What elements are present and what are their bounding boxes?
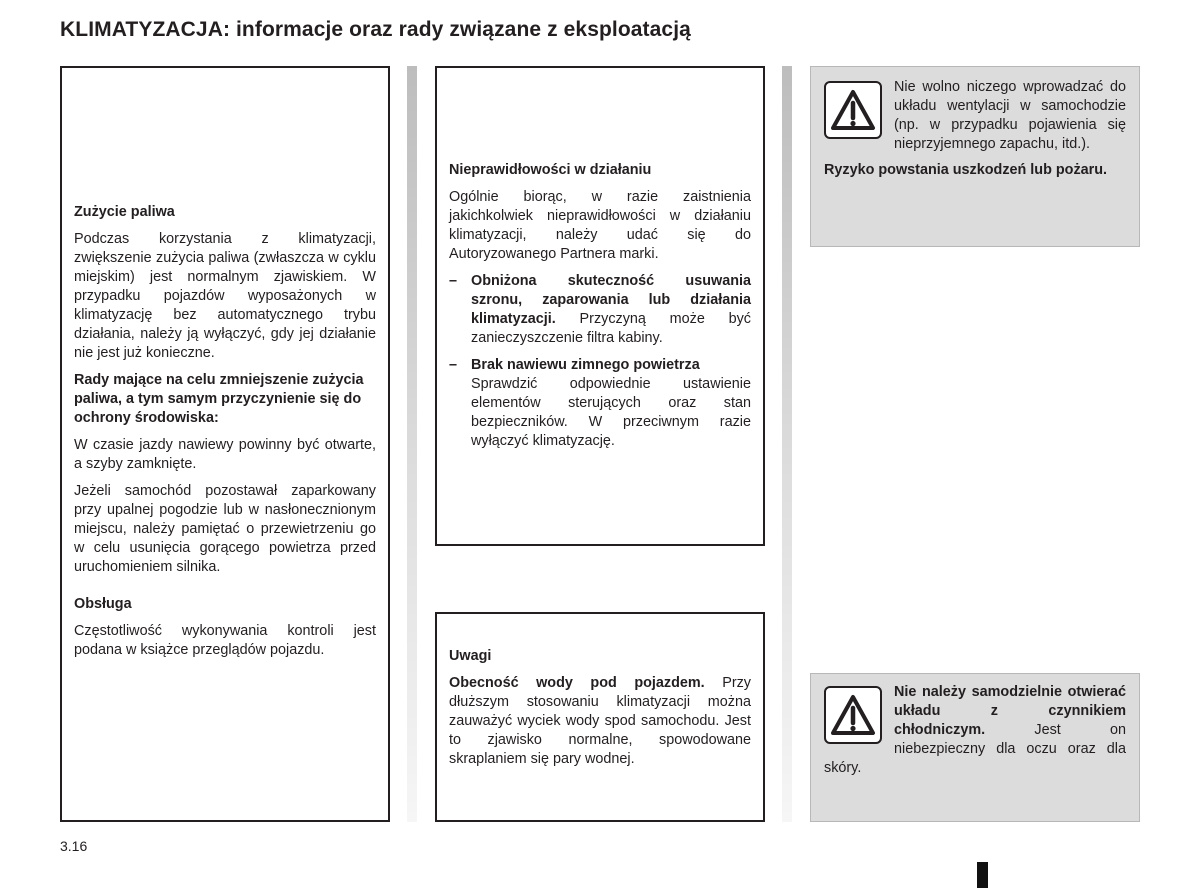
faults-intro: Ogólnie biorąc, w razie zaistnienia jakichkolwiek nieprawidłowości w działaniu klimatyzacji, należy udać się do Autoryzowanego Partnera marki. (449, 189, 751, 262)
warning-ventilation-text: Nie wolno niczego wprowadzać do układu wentylacji w samochodzie (np. w przypadku pojawienia się nieprzyjemnego zapachu, itd.). (894, 79, 1126, 152)
fuel-text: Podczas korzystania z klimatyzacji, zwiększenie zużycia paliwa (zwłaszcza w cyklu miejskim) jest normalnym zjawiskiem. W przypadku pojazdów wyposażonych w klimatyzację bez automatycznego trybu działania, należy ją wyłączyć, gdy jej działanie nie jest już konieczne. (74, 231, 376, 361)
fault-item-cold-air (449, 356, 751, 451)
advice-heading: Rady mające na celu zmniejszenie zużycia paliwa, a tym samym przyczynienie się do ochrony środowiska: (74, 372, 364, 426)
column-divider-strip (782, 66, 792, 822)
fault-item-cold-air-text: Sprawdzić odpowiednie ustawienie elementów sterujących oraz stan bezpieczników. W przeciwnym razie wyłączyć klimatyzację. (471, 376, 751, 449)
fuel-and-service-box (60, 66, 390, 822)
warning-refrigerant-bold: Nie należy samodzielnie otwierać układu z czynnikiem chłodniczym. (894, 684, 1126, 738)
warning-ventilation-risk-bold: Ryzyko powstania uszkodzeń lub pożaru. (824, 162, 1108, 178)
fault-item-defrost-title: Obniżona skuteczność usuwania szronu, zaparowania lub działania klimatyzacji. (471, 273, 751, 327)
dash-marker: – (449, 273, 458, 289)
notes-paragraph (449, 674, 751, 769)
warning-ventilation-risk (824, 161, 1126, 180)
page-number: 3.16 (60, 838, 88, 854)
notes-text: Przy dłuższym stosowaniu klimatyzacji można zauważyć wyciek wody spod samochodu. Jest to zjawisko normalne, spowodowane skraplaniem się pary wodnej. (449, 675, 751, 767)
fuel-heading: Zużycie paliwa (74, 204, 175, 220)
warning-box-refrigerant (810, 673, 1140, 822)
notes-heading: Uwagi (449, 648, 492, 664)
advice-text-1: W czasie jazdy nawiewy powinny być otwarte, a szyby zamknięte. (74, 437, 376, 472)
warning-triangle-icon (824, 686, 882, 744)
fault-item-cold-air-title: Brak nawiewu zimnego powietrza (471, 357, 700, 373)
advice-text-2: Jeżeli samochód pozostawał zaparkowany przy upalnej pogodzie lub w nasłonecznionym miejscu, należy pamiętać o przewietrzeniu go w celu usunięcia gorącego powietrza przed uruchomieniem silnika. (74, 483, 376, 575)
notes-bold: Obecność wody pod pojazdem. (449, 675, 705, 691)
fault-item-defrost-text: Przyczyną może być zanieczyszczenie filtra kabiny. (471, 311, 751, 346)
service-heading: Obsługa (74, 596, 132, 612)
dash-marker: – (449, 357, 458, 373)
faults-content (449, 161, 751, 459)
warning-triangle-icon (824, 81, 882, 139)
notes-box (435, 612, 765, 822)
warning-refrigerant-text: Jest on niebezpieczny dla oczu oraz dla skóry. (824, 722, 1126, 776)
faults-heading: Nieprawidłowości w działaniu (449, 162, 652, 178)
page-title: KLIMATYZACJA: informacje oraz rady związane z eksploatacją (60, 18, 691, 41)
fuel-and-service-content (74, 203, 376, 668)
service-text: Częstotliwość wykonywania kontroli jest podana w książce przeglądów pojazdu. (74, 623, 376, 658)
column-divider-strip (407, 66, 417, 822)
warning-box-ventilation (810, 66, 1140, 247)
page-edge-marker (977, 862, 988, 888)
fault-item-defrost (449, 272, 751, 348)
notes-content (449, 647, 751, 777)
faults-box (435, 66, 765, 546)
